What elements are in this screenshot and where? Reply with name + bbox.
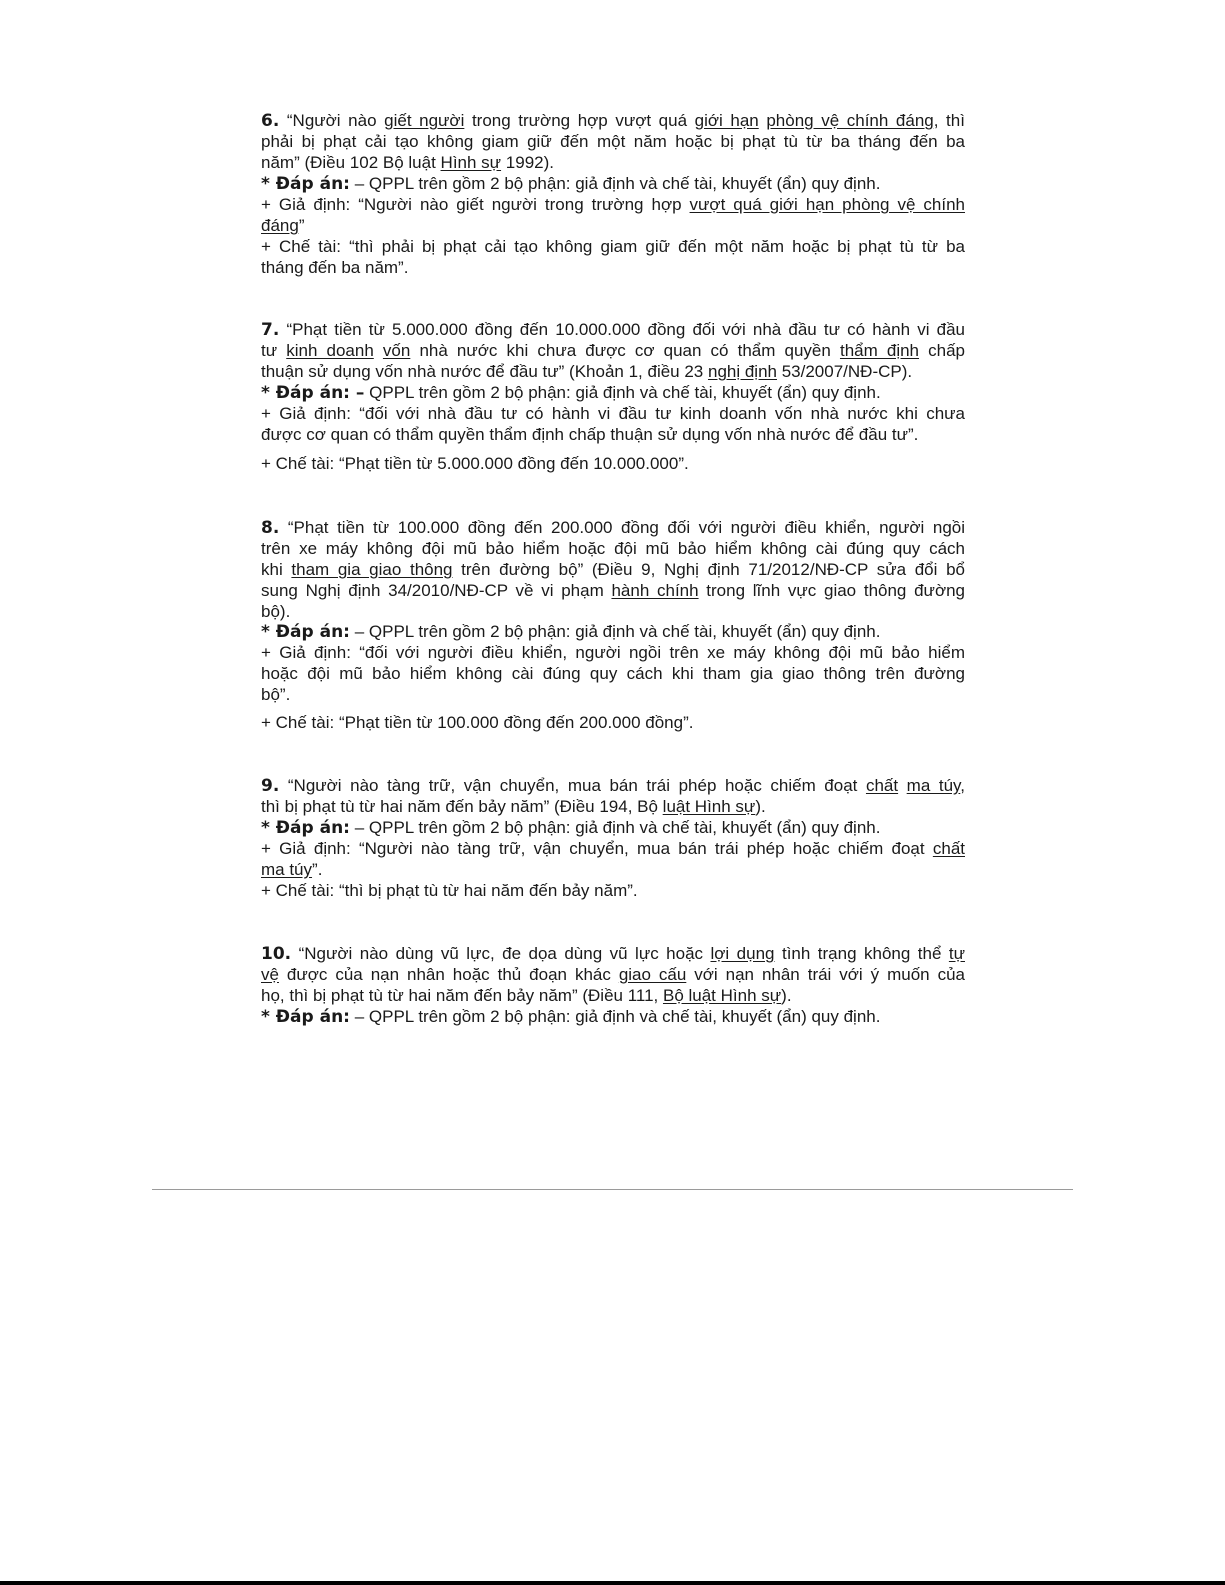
text-segment: ). [755,797,766,816]
text-line [261,173,965,195]
underlined-term: vốn [382,341,411,360]
answer-label: * Đáp án: [261,818,350,838]
text-segment: chấp [919,341,965,360]
text-segment: 53/2007/NĐ-CP). [777,362,913,381]
text-segment: bộ”. [261,685,291,704]
text-line [261,257,965,279]
text-line [261,964,965,986]
page-divider [152,1189,1073,1190]
text-segment: – QPPL trên gồm 2 bộ phận: giả định và chế tài, khuyết (ẩn) quy định. [349,818,881,837]
text-line [261,131,965,153]
text-line [261,559,965,581]
text-segment: phải bị phạt cải tạo không giam giữ đến một năm hoặc bị phạt tù từ ba tháng đến ba [261,132,965,151]
item-number: 7. [261,320,280,340]
text-line [261,517,965,539]
text-line [261,424,965,446]
text-segment: trong lĩnh vực giao thông đường [698,581,965,600]
answer-label: * Đáp án: – [261,383,365,403]
text-segment: hoặc đội mũ bảo hiểm không cài đúng quy cách khi tham gia giao thông trên đường [261,664,965,683]
text-line [261,403,965,425]
answer-label: * Đáp án: [261,622,350,642]
underlined-term: vượt quá giới hạn phòng vệ chính [689,195,965,214]
text-segment: QPPL trên gồm 2 bộ phận: giả định và chế tài, khuyết (ẩn) quy định. [364,383,881,402]
underlined-term: hành chính [611,581,699,600]
underlined-term: nghị định [707,362,777,381]
text-line [261,361,965,383]
text-line [261,382,965,404]
text-line [261,194,965,216]
underlined-term: phòng vệ chính đáng [766,111,934,130]
text-segment [898,776,907,795]
text-segment: ” [298,216,305,235]
text-segment: trên xe máy không đội mũ bảo hiểm hoặc đội mũ bảo hiểm không cài đúng quy cách [261,539,965,558]
text-segment: thì bị phạt tù từ hai năm đến bảy năm” (Điều 194, Bộ [261,797,663,816]
text-segment: họ, thì bị phạt tù từ hai năm đến bảy năm” (Điều 111, [261,986,663,1005]
text-segment: – QPPL trên gồm 2 bộ phận: giả định và chế tài, khuyết (ẩn) quy định. [349,1007,881,1026]
underlined-term: chất [865,776,899,795]
text-segment: + Giả định: “Người nào tàng trữ, vận chuyển, mua bán trái phép hoặc chiếm đoạt [261,839,933,858]
text-segment: được của nạn nhân hoặc thủ đoạn khác [278,965,619,984]
text-line [261,538,965,560]
text-segment: tình trạng không thể [774,944,949,963]
text-segment: trong trường hợp vượt quá [464,111,695,130]
underlined-term: Hình sự [440,153,502,172]
text-segment: tháng đến ba năm”. [261,258,409,277]
text-segment: với nạn nhân trái với ý muốn của [686,965,965,984]
text-segment: + Giả định: “Người nào giết người trong trường hợp [261,195,690,214]
text-line [261,859,965,881]
underlined-term: giao cấu [618,965,687,984]
underlined-term: Bộ luật Hình sự [662,986,782,1005]
text-segment: ). [781,986,792,1005]
underlined-term: giới hạn [694,111,759,130]
text-line [261,601,965,623]
text-segment: – QPPL trên gồm 2 bộ phận: giả định và chế tài, khuyết (ẩn) quy định. [349,622,881,641]
text-segment: tư [261,341,287,360]
text-segment: + Chế tài: “thì phải bị phạt cải tạo không giam giữ đến một năm hoặc bị phạt tù từ ba [261,237,965,256]
underlined-term: luật Hình sự [662,797,756,816]
text-segment: bộ). [261,602,291,621]
page-bottom-edge [0,1581,1225,1585]
text-line [261,642,965,664]
item-number: 9. [261,776,280,796]
text-line [261,580,965,602]
underlined-term: kinh doanh [286,341,374,360]
answer-label: * Đáp án: [261,1007,350,1027]
text-line [261,453,965,475]
text-segment: trên đường bộ” (Điều 9, Nghị định 71/2012/NĐ-CP sửa đổi bổ [452,560,965,579]
item-number: 8. [261,518,280,538]
text-segment: , [960,776,966,795]
item-number: 10. [261,944,292,964]
underlined-term: ma túy [261,860,313,879]
underlined-term: tham gia giao thông [291,560,453,579]
text-segment: + Giả định: “đối với nhà đầu tư có hành vi đầu tư kinh doanh vốn nhà nước khi chưa [261,404,965,423]
text-line [261,712,965,734]
text-segment: , thì [933,111,965,130]
text-segment: “Phạt tiền từ 5.000.000 đồng đến 10.000.000 đồng đối với nhà đầu tư có hành vi đầu [286,320,965,339]
answer-label: * Đáp án: [261,174,350,194]
text-segment: + Chế tài: “thì bị phạt tù từ hai năm đến bảy năm”. [261,881,638,900]
text-line [261,838,965,860]
text-line [261,663,965,685]
text-line [261,152,965,174]
underlined-term: đáng [261,216,299,235]
text-line [261,236,965,258]
text-segment: năm” (Điều 102 Bộ luật [261,153,441,172]
underlined-term: lợi dụng [710,944,775,963]
text-line [261,1006,965,1028]
text-segment: được cơ quan có thẩm quyền thẩm định chấp thuận sử dụng vốn nhà nước để đầu tư”. [261,425,919,444]
text-segment: “Người nào tàng trữ, vận chuyển, mua bán trái phép hoặc chiếm đoạt [287,776,866,795]
text-segment: “Người nào dùng vũ lực, đe dọa dùng vũ lực hoặc [298,944,711,963]
text-line [261,796,965,818]
text-line [261,621,965,643]
text-line [261,340,965,362]
underlined-term: ma túy [906,776,961,795]
text-line [261,880,965,902]
text-segment: – QPPL trên gồm 2 bộ phận: giả định và chế tài, khuyết (ẩn) quy định. [349,174,881,193]
underlined-term: chất [932,839,965,858]
text-segment: “Người nào [286,111,385,130]
text-segment: “Phạt tiền từ 100.000 đồng đến 200.000 đồng đối với người điều khiển, người ngồi [287,518,965,537]
text-line [261,110,965,132]
text-line [261,775,965,797]
underlined-term: giết người [384,111,465,130]
text-segment: khi [261,560,292,579]
text-line [261,943,965,965]
underlined-term: tự [948,944,965,963]
text-segment: nhà nước khi chưa được cơ quan có thẩm quyền [410,341,840,360]
text-line [261,215,965,237]
text-line [261,319,965,341]
text-segment: 1992). [501,153,554,172]
text-segment: + Giả định: “đối với người điều khiển, người ngồi trên xe máy không đội mũ bảo hiểm [261,643,965,662]
text-line [261,985,965,1007]
underlined-term: thẩm định [839,341,920,360]
text-segment: thuận sử dụng vốn nhà nước để đầu tư” (Khoản 1, điều 23 [261,362,708,381]
text-line [261,684,965,706]
item-number: 6. [261,111,280,131]
text-segment: sung Nghị định 34/2010/NĐ-CP về vi phạm [261,581,612,600]
text-segment: + Chế tài: “Phạt tiền từ 5.000.000 đồng đến 10.000.000”. [261,454,689,473]
text-segment [374,341,383,360]
underlined-term: vệ [261,965,279,984]
text-line [261,817,965,839]
text-segment: + Chế tài: “Phạt tiền từ 100.000 đồng đến 200.000 đồng”. [261,713,694,732]
text-segment: ”. [312,860,323,879]
